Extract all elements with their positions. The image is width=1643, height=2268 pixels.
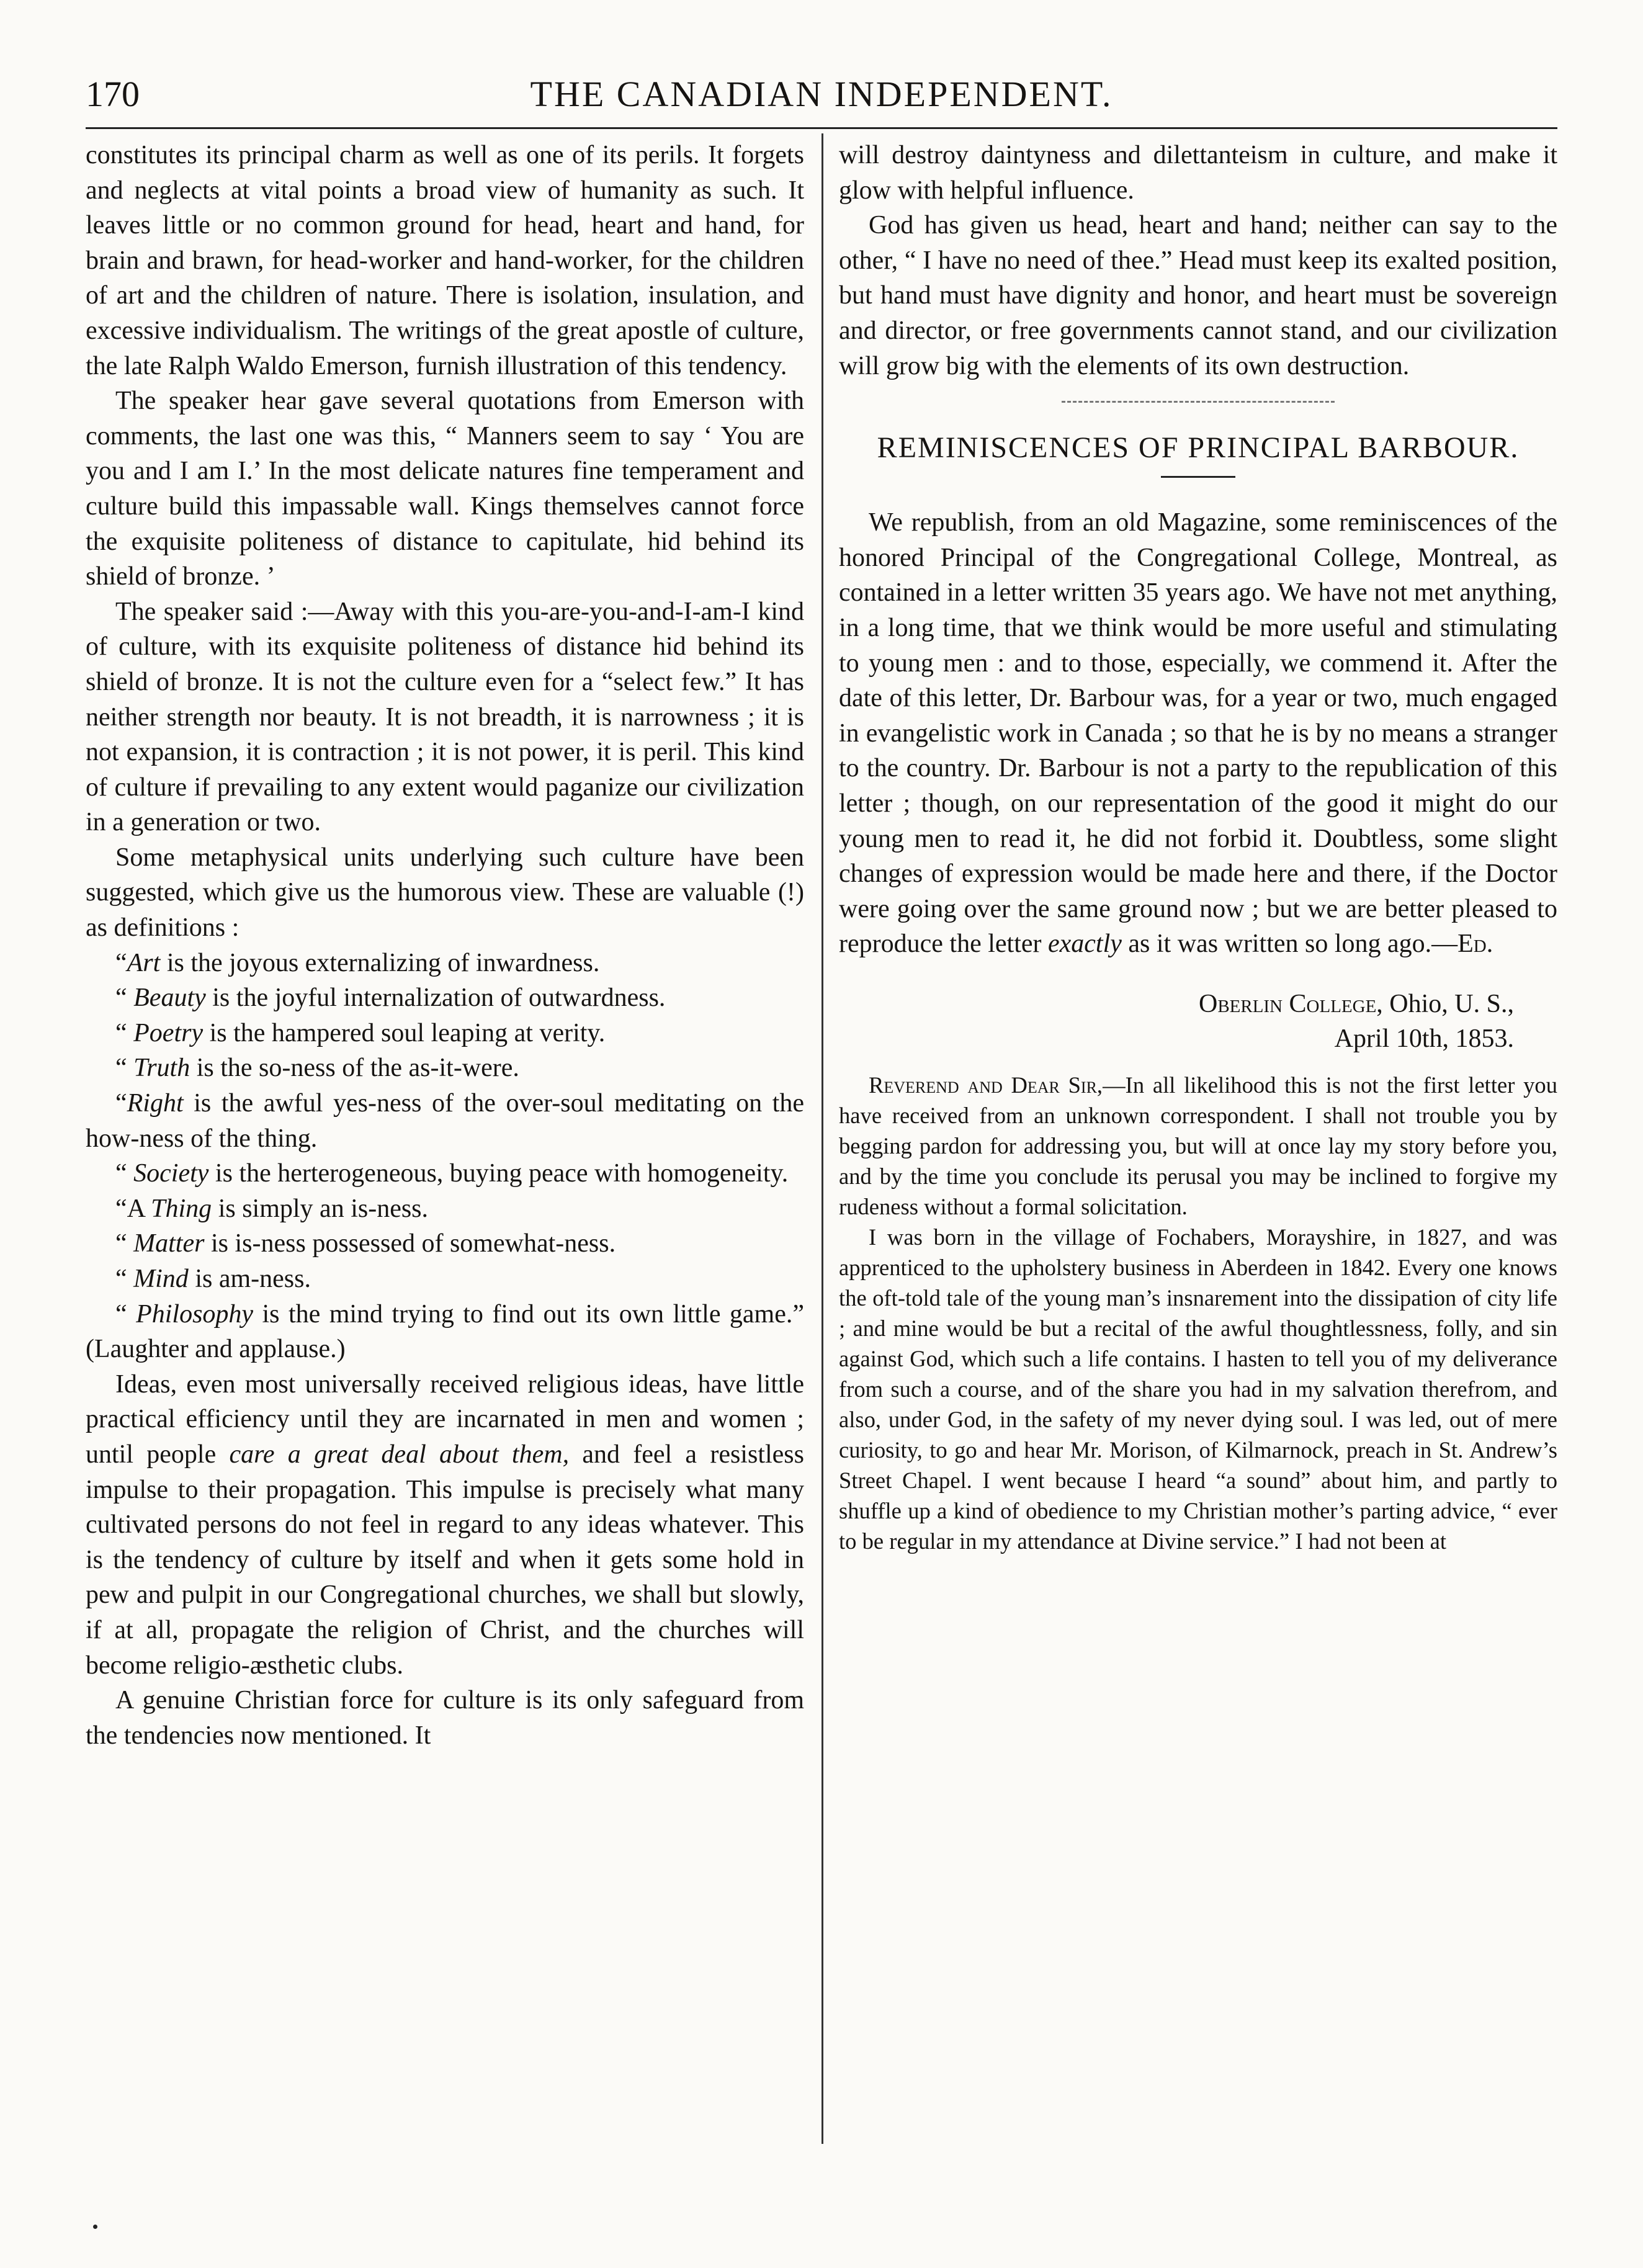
section-divider: [1062, 401, 1335, 403]
letter-paragraph: I was born in the village of Fochabers, Morayshire, in 1827, and was apprenticed to the upholstery business in Aberdeen in 1842. Every one knows the oft-told tale of the young man’s insnarement into the dissipation of city life ; and mine would be but a recital of the awful thoughtlessness, folly, and sin against God, which such a life contains. I hasten to tell you of my deliverance from such a course, and of the share you had in my salvation therefrom, and also, under God, in the safety of my never dying soul. I was led, out of mere curiosity, to go and hear Mr. Morison, of Kilmarnock, preach in St. Andrew’s Street Chapel. I went because I heard “a sound” about him, and partly to shuffle up a kind of obedience to my Christian mother’s parting advice, “ ever to be regular in my attendance at Divine service.” I had not been at: [839, 1224, 1557, 1554]
running-head: THE CANADIAN INDEPENDENT.: [530, 74, 1113, 114]
definition-item: “Right is the awful yes-ness of the over-soul meditating on the how-ness of the thing.: [86, 1089, 804, 1153]
right-column: [839, 138, 1557, 1556]
paragraph: will destroy daintyness and dilettanteism in culture, and make it glow with helpful influence.: [839, 141, 1557, 205]
definition-item: “ Society is the herterogeneous, buying peace with homogeneity.: [115, 1159, 789, 1188]
definition-item: “ Philosophy is the mind trying to find out its own little game.” (Laughter and applause.): [86, 1299, 804, 1364]
page-number: 170: [86, 74, 140, 114]
paragraph: God has given us head, heart and hand; neither can say to the other, “ I have no need of thee.” Head must keep its exalted position, but hand must have dignity and honor, and heart must be sovereign and director, or free governments cannot stand, and our civilization will grow big with the elements of its own destruction.: [839, 211, 1557, 380]
definition-term: Thing: [151, 1194, 212, 1223]
article-title: REMINISCENCES OF PRINCIPAL BARBOUR.: [877, 431, 1520, 465]
paragraph: Ideas, even most universally received religious ideas, have little practical efficiency until they are incarnated in men and women ; until people care a great deal about them, and feel a resistless impulse to their propagation. This impulse is precisely what many cultivated persons do not feel in regard to any ideas whatever. This is the tendency of culture by itself and when it gets some hold in pew and pulpit in our Congregational churches, we shall but slowly, if at all, propagate the religion of Christ, and the churches will become religio-æsthetic clubs.: [86, 1369, 804, 1680]
paragraph: A genuine Christian force for culture is its only safeguard from the tendencies now mentioned. It: [86, 1686, 804, 1750]
definition-item: “Art is the joyous externalizing of inwardness.: [115, 948, 600, 977]
print-mark: [93, 2225, 97, 2229]
letter-dateline: Oberlin College, Ohio, U. S., April 10th, 1853.: [1198, 989, 1514, 1053]
definition-item: “ Mind is am-ness.: [115, 1265, 311, 1293]
definition-term: Beauty: [133, 984, 206, 1013]
definition-term: Right: [127, 1089, 184, 1118]
column-divider: [822, 133, 823, 2144]
definition-term: Mind: [133, 1265, 189, 1293]
header-rule: [86, 127, 1557, 129]
definition-term: Matter: [133, 1229, 205, 1258]
letter-paragraph: Reverend and Dear Sir,—In all likelihood this is not the first letter you have received from an unknown correspondent. I shall not trouble you by begging pardon for addressing you, but will at once lay my story before you, and by the time you conclude its perusal you may be inclined to forgive my rudeness without a formal solicitation.: [839, 1072, 1557, 1219]
left-column: [86, 138, 804, 1753]
definition-item: “ Beauty is the joyful internalization of outwardness.: [115, 984, 666, 1013]
paragraph: Some metaphysical units underlying such culture have been suggested, which give us the humorous view. These are valuable (!) as definitions :: [86, 843, 804, 943]
definition-item: “ Truth is the so-ness of the as-it-were.: [115, 1054, 519, 1083]
paragraph: The speaker hear gave several quotations from Emerson with comments, the last one was this, “ Manners seem to say ‘ You are you and I am I.’ In the most delicate natures fine temperament and culture build this impassable wall. Kings themselves cannot force the exquisite politeness of distance to capitulate, hid behind its shield of bronze. ’: [86, 387, 804, 591]
article-intro: We republish, from an old Magazine, some reminiscences of the honored Principal of the Congregational College, Montreal, as contained in a letter written 35 years ago. We have not met anything, in a long time, that we think would be more useful and stimulating to young men : and to those, especially, we commend it. After the date of this letter, Dr. Barbour was, for a year or two, much engaged in evangelistic work in Canada ; so that he is by no means a stranger to the country. Dr. Barbour is not a party to the republication of this letter ; though, on our representation of the good it might do our young men to read it, he did not forbid it. Doubtless, some slight changes of expression would be made here and there, if the Doctor were going over the same ground now ; but we are better pleased to reproduce the letter exactly as it was written so long ago.—Ed.: [839, 508, 1557, 959]
paragraph: The speaker said :—Away with this you-are-you-and-I-am-I kind of culture, with its exquisite politeness of distance hid behind its shield of bronze. It is not the culture even for a “select few.” It has neither strength nor beauty. It is not breadth, it is narrowness ; it is not expansion, it is contraction ; it is not power, it is peril. This kind of culture if prevailing to any extent would paganize our civilization in a generation or two.: [86, 597, 804, 837]
title-rule: [1161, 476, 1235, 478]
definition-term: Poetry: [133, 1018, 204, 1047]
definition-term: Truth: [133, 1054, 190, 1083]
definition-term: Art: [127, 948, 161, 977]
definition-term: Society: [133, 1159, 209, 1188]
paragraph: constitutes its principal charm as well as one of its perils. It forgets and neglects at vital points a broad view of humanity as such. It leaves little or no common ground for head, heart and hand, for brain and brawn, for head-worker and hand-worker, for the children of art and the children of nature. There is isolation, insulation, and excessive individualism. The writings of the great apostle of culture, the late Ralph Waldo Emerson, furnish illustration of this tendency.: [86, 141, 804, 380]
definition-item: “ Poetry is the hampered soul leaping at verity.: [115, 1018, 606, 1047]
definition-term: Philosophy: [136, 1299, 254, 1329]
definition-item: “ Matter is is-ness possessed of somewhat-ness.: [115, 1229, 616, 1258]
definition-item: “A Thing is simply an is-ness.: [115, 1194, 429, 1223]
salutation: Reverend and Dear Sir,: [869, 1072, 1103, 1098]
